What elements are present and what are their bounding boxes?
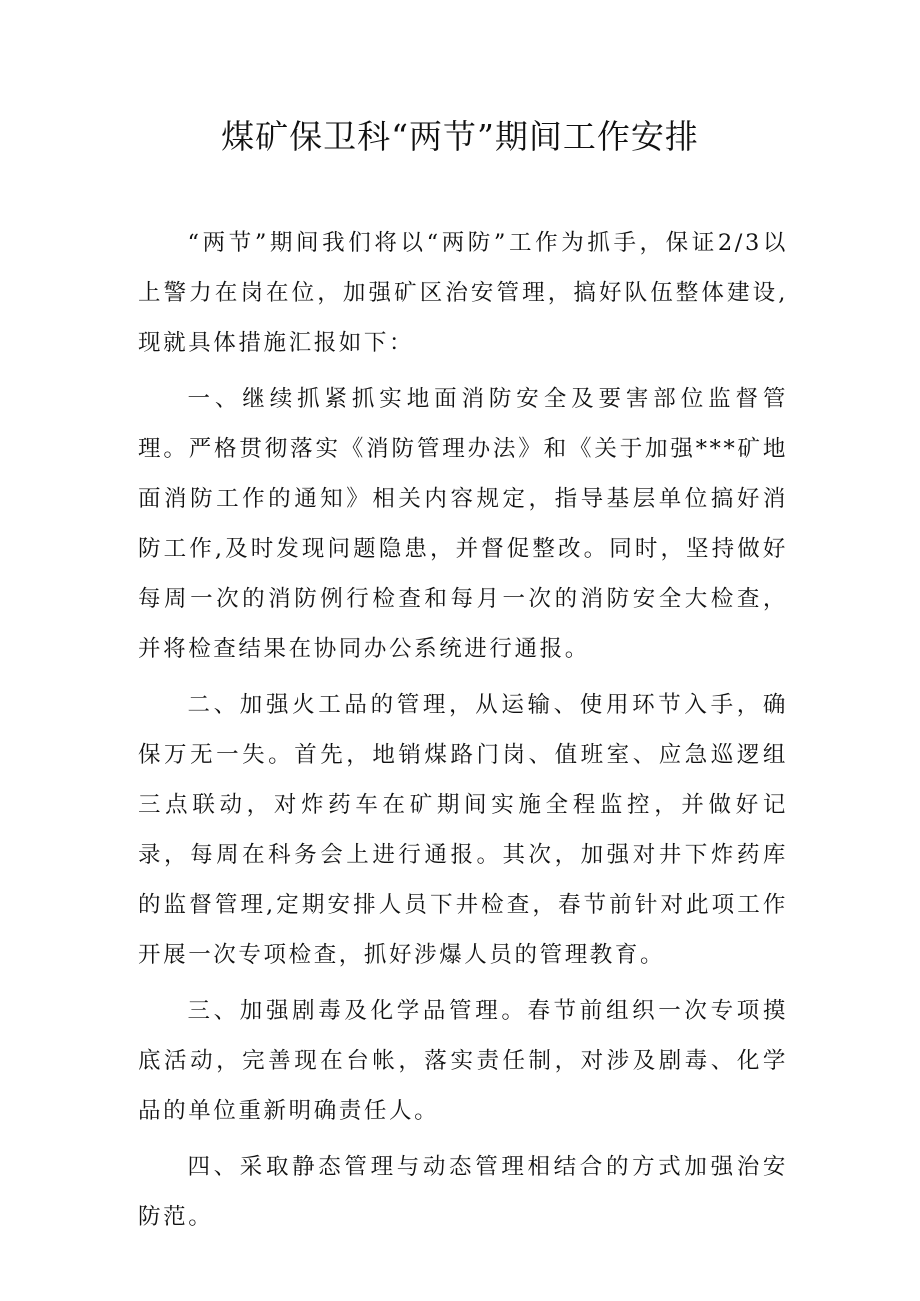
paragraph-explosives: 二、加强火工品的管理，从运输、使用环节入手，确保万无一失。首先，地销煤路门岗、值班室、应急巡逻组三点联动，对炸药车在矿期间实施全程监控，并做好记录，每周在科务会上进行通报。其次，加强对井下炸药库的监督管理,定期安排人员下井检查，春节前针对此项工作开展一次专项检查，抓好涉爆人员的管理教育。 (138, 692, 788, 968)
paragraph-fire-safety: 一、继续抓紧抓实地面消防安全及要害部位监督管理。严格贯彻落实《消防管理办法》和《关于加强***矿地面消防工作的通知》相关内容规定，指导基层单位搞好消防工作,及时发现问题隐患，并督促整改。同时，坚持做好每周一次的消防例行检查和每月一次的消防安全大检查，并将检查结果在协同办公系统进行通报。 (138, 386, 788, 662)
paragraph-security-prevention: 四、采取静态管理与动态管理相结合的方式加强治安防范。 (138, 1154, 788, 1230)
paragraph-chemicals: 三、加强剧毒及化学品管理。春节前组织一次专项摸底活动，完善现在台帐，落实责任制，对涉及剧毒、化学品的单位重新明确责任人。 (138, 998, 788, 1124)
document-body (138, 218, 788, 1248)
document-title: 煤矿保卫科“两节”期间工作安排 (221, 117, 699, 156)
paragraph-intro: “两节”期间我们将以“两防”工作为抓手，保证2/3以上警力在岗在位，加强矿区治安管理，搞好队伍整体建设,现就具体措施汇报如下： (138, 230, 788, 356)
